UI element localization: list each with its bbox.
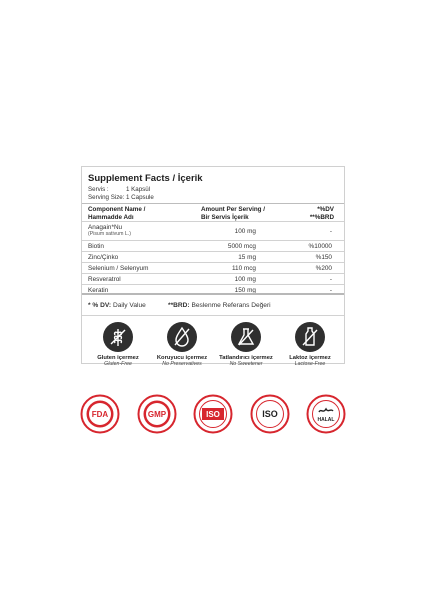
supplement-facts-panel: [81, 166, 345, 367]
header-amount-en: Amount Per Serving /: [201, 206, 266, 213]
header-component: [88, 206, 145, 222]
free-label: Gluten içermez: [97, 355, 139, 361]
row-dv: -: [329, 276, 332, 283]
dv-note-key: * % DV:: [88, 302, 112, 309]
lactose-free-item: [280, 322, 340, 367]
serving-label: Serving Size:: [88, 194, 125, 201]
serving-label: Servis :: [88, 186, 109, 193]
row-name: Anagain*Nu: [88, 224, 123, 231]
free-sub: No Sweetener: [229, 361, 263, 367]
footnotes: [82, 293, 344, 309]
row-name: Selenium / Selenyum: [88, 265, 149, 272]
serving-value: 1 Capsule: [126, 194, 154, 201]
free-label: Laktoz içermez: [289, 355, 331, 361]
halal-badge-icon: [306, 394, 346, 434]
free-label: Koruyucu içermez: [156, 355, 208, 361]
badge-text: HALAL: [317, 417, 335, 423]
iso-22000-badge-icon: [250, 394, 290, 434]
row-name: Keratin: [88, 287, 109, 294]
serving-line-en: [88, 194, 154, 201]
header-dv: [310, 206, 334, 222]
header-amount: [201, 206, 265, 222]
row-amount: 150 mg: [234, 287, 256, 294]
free-sub: Gluten-Free: [104, 361, 132, 367]
badge-text: ISO: [206, 410, 220, 419]
badge-text: GMP: [147, 410, 167, 419]
row-dv: %10000: [308, 243, 332, 250]
row-dv: %200: [315, 265, 332, 272]
brd-note-key: **BRD:: [168, 302, 190, 309]
row-amount: 5000 mcg: [227, 243, 256, 250]
free-sub: No Preservatives: [162, 361, 202, 367]
no-sweetener-icon: [231, 322, 261, 352]
free-sub: Lactose-Free: [294, 361, 326, 367]
header-component-en: Component Name /: [88, 206, 146, 213]
no-sweetener-item: [216, 322, 276, 367]
header-dv-tr: **%BRD: [309, 213, 334, 221]
facts-header-row: [82, 203, 344, 221]
serving-line-tr: [88, 186, 150, 193]
header-component-tr: Hammadde Adı: [88, 213, 134, 221]
row-dv: -: [329, 228, 332, 235]
dv-note-text: Daily Value: [112, 302, 146, 309]
badge-text: FDA: [91, 410, 109, 419]
row-subname: (Pisum sativum L.): [88, 231, 131, 237]
table-row: [82, 221, 344, 239]
row-amount: 100 mg: [234, 228, 256, 235]
row-name: Biotin: [88, 243, 104, 250]
brd-note-text: Beslenme Referans Değeri: [191, 302, 271, 309]
badge-text: ISO: [262, 409, 278, 419]
header-amount-tr: Bir Servis İçerik: [201, 213, 249, 221]
lactose-free-icon: [295, 322, 325, 352]
row-name: Resveratrol: [88, 276, 121, 283]
row-name: Zinc/Çinko: [88, 254, 119, 261]
row-amount: 15 mg: [238, 254, 256, 261]
row-amount: 100 mg: [234, 276, 256, 283]
divider: [82, 315, 344, 316]
row-amount: 110 mcg: [231, 265, 256, 272]
row-dv: %150: [315, 254, 332, 261]
row-dv: -: [329, 287, 332, 294]
fda-badge-icon: [80, 394, 120, 434]
free-label: Tatlandırıcı içermez: [219, 355, 273, 361]
facts-title: Supplement Facts / İçerik: [88, 173, 203, 184]
gluten-free-icon: [103, 322, 133, 352]
header-dv-en: *%DV: [317, 206, 334, 213]
iso-certified-badge-icon: [193, 394, 233, 434]
gluten-free-item: [88, 322, 148, 367]
no-preservatives-icon: [167, 322, 197, 352]
brd-note: [168, 302, 271, 309]
gmp-badge-icon: [137, 394, 177, 434]
no-preservatives-item: [152, 322, 212, 367]
serving-value: 1 Kapsül: [126, 186, 151, 193]
dv-note: [88, 302, 146, 309]
